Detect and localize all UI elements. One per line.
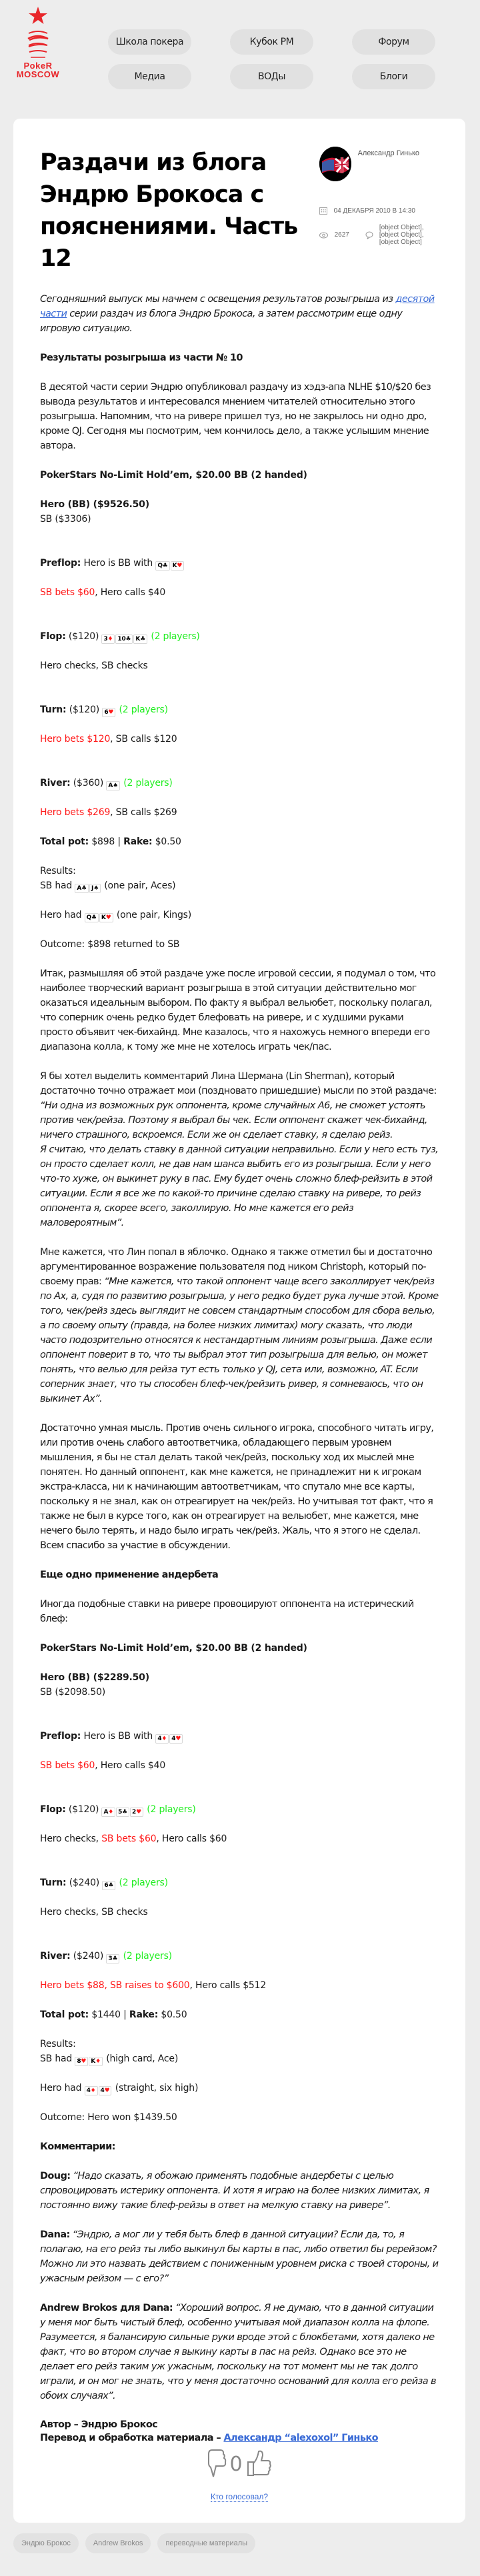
nav-vods[interactable]: ВОДы [230,64,313,89]
card-suit-icon: ♣ [140,636,146,643]
players-count: (2 players) [121,778,173,788]
nav-poker-school[interactable]: Школа покера [108,29,191,55]
total-pot-value: $1440 | [89,2009,129,2020]
card-rank: 8 [77,2058,81,2065]
aggressive-action: SB bets $60 [40,1760,95,1771]
credits [40,2418,439,2445]
hand1-flop-action: Hero checks, SB checks [40,660,148,671]
playing-card [155,561,169,571]
result-hand: (high card, Ace) [103,2053,179,2064]
section-heading-results: Результаты розыгрыша из части № 10 [40,353,243,363]
hand1-total [40,834,439,849]
playing-card [130,1808,143,1817]
street-label: Turn: [40,1878,67,1888]
publish-date: 04 ДЕКАБРЯ 2010 В 14:30 [333,207,415,215]
playing-card [75,884,89,893]
intro-text-2: серии раздач из блога Эндрю Брокоса, а затем рассмотрим еще одну игровую ситуацию. [40,309,403,334]
hand1-outcome: Outcome: $898 returned to SB [40,939,180,950]
site-logo[interactable] [15,5,61,80]
hand1-results-label: Results: [40,866,76,876]
pot-size: ($360) [70,778,107,788]
hand2-game: PokerStars No-Limit Hold’em, $20.00 BB (2 handed) [40,1643,307,1654]
playing-card [101,1808,115,1817]
hand1-turn [40,702,439,717]
paragraph-reflection: Итак, размышляя об этой раздаче уже после игровой сессии, я подумал о том, что наиболее творческий вариант розыгрыша в этой ситуации действительно мог оказаться идеальным выбором. По факту я выбрал вельюбет, поскольку полагал, что соперник очень редко будет блефовать на ривере, и с худшими руками просто объявит чек-бихайнд. Мне казалось, что я нахожусь немного впереди его диапазона колла, к тому же мне не хотелось играть чек/пас. [40,968,436,1052]
street-label: Preflop: [40,1731,81,1742]
playing-card [89,2057,103,2066]
tag-list [13,2533,255,2553]
street-label: Flop: [40,1804,66,1815]
hand2-flop [40,1802,439,1817]
intro-text-1: Сегодняшний выпуск мы начнем с освещения результатов розыгрыша из [40,294,396,305]
result-text: SB had [40,880,75,891]
hand1-hero-result [40,908,439,922]
article-meta [319,147,439,275]
publish-date-row [319,207,439,215]
hand2-river [40,1949,439,1963]
card-rank: 4 [86,2087,91,2094]
part-ten-link[interactable]: десятой части [40,294,435,319]
article-title: Раздачи из блога Эндрю Брокоса с пояснениями. Часть 12 [40,149,298,272]
board-cards [101,1804,144,1815]
result-hand: (one pair, Kings) [113,910,191,920]
playing-card [89,884,101,893]
nav-blogs[interactable]: Блоги [352,64,435,89]
quote-text: Я считаю, что делать ставку в данной ситуации неправильно. Если у него есть туз, он просто сделает колл, не дав нам шанса выбить его из розыгрыша. Если у него что-то хуже, он выкинет руку в пас. Ему будет очень сложно блеф-рейзить в этой ситуации. Если я все же по какой-то причине сделаю ставку на ривере, то рейз оппонента я, скорее всего, заколлирую. Но мне кажется его рейз маловероятным”. [40,1144,439,1228]
card-rank: K [172,563,177,569]
players-count: (2 players) [148,631,200,642]
card-suit-icon: ♥ [175,1736,181,1742]
total-pot-label: Total pot: [40,836,89,847]
playing-card [155,1734,169,1744]
card-suit-icon: ♥ [105,914,111,921]
playing-card [106,1954,119,1963]
pot-size: ($120) [65,1804,102,1815]
result-hand: (straight, six high) [112,2083,199,2093]
author-avatar[interactable] [319,147,351,181]
hand1-turn-action [40,732,439,746]
shown-cards [85,910,114,920]
who-voted-link[interactable]: Кто голосовал? [210,2492,269,2501]
comment-text: “Хороший вопрос. Я не думаю, что в данной ситуации у меня мог быть чистый блеф, особенно учитывая мой диапазон колла на флопе. Разумеется, я балансирую сильные руки вроде этой с блокбетами, хотя далеко не факт, что во втором случае я выкину карты в пас на рейз. Однако все это не делает его рейз таким уж ужасным, поскольку на тот момент мы не так долго играли, и он мог не знать, что у меня достаточно оснований для колла его рейза в обоих случаях”. [40,2303,436,2401]
playing-card [169,1734,183,1744]
card-suit-icon: ♦ [161,1736,167,1742]
passive-action: , SB calls $120 [110,734,177,744]
players-count: (2 players) [143,1804,196,1815]
credit-translation-label: Перевод и обработка материала – [40,2433,224,2443]
board-cards [106,778,121,788]
stats-row [319,224,439,246]
shown-cards [75,2053,103,2064]
passive-action: , Hero calls $60 [156,1834,227,1844]
quote-text: “Мне кажется, что такой оппонент чаще всего заколлирует чек/рейз по Ax, а, судя по развитию розыгрыша, у него редко будет рука лучше этой. Кроме того, чек/рейз здесь выглядит не совсем стандартным способом для сбора велью, а по своему опыту (правда, на более низких лимитах) могу сказать, что люди часто подозрительно относятся к нестандартным линиям розыгрыша. Даже если оппонент поверит в то, что ты выбрал этот тип розыгрыша для велью, он может понять, что велью для рейза тут есть только у QJ, сета или, возможно, AT. Если соперник знает, что ты способен блеф-чек/рейзить ривер, я сомневаюсь, что он выкинет Ax”. [40,1276,439,1404]
pot-size: ($120) [65,631,102,642]
hand1-preflop [40,556,439,571]
commenter-name: Andrew Brokos для Dana: [40,2303,173,2313]
hand2-turn [40,1876,439,1890]
who-voted [40,2491,439,2503]
hand2-preflop-action [40,1758,439,1773]
hand1-sb-result [40,878,439,893]
playing-card [102,1881,115,1890]
playing-card [99,2086,112,2095]
nav-media[interactable]: Медиа [108,64,191,89]
aggressive-action: Hero bets $88, SB raises to $600 [40,1980,190,1991]
card-rank: 6 [104,1882,109,1889]
quote-text: “Ни одна из возможных рук оппонента, кроме случайных A6, не сможет устоять против чек/рейза. Поэтому я выбрал бы чек. Если оппонент скажет чек-бихайнд, ничего страшного, вскроемся. Если же он сделает ставку, я сделаю рейз. [40,1100,427,1140]
playing-card [106,781,120,790]
card-rank: 4 [171,1736,176,1742]
hand2-turn-action: Hero checks, SB checks [40,1907,148,1918]
rating-value: 0 [229,2453,243,2476]
paragraph-christoph [40,1245,439,1406]
views-count: 2627 [334,231,349,239]
card-rank: 4 [100,2087,105,2094]
card-rank: A [77,885,82,892]
total-pot-value: $898 | [89,836,124,847]
card-suit-icon: ♣ [108,1882,114,1889]
hand2-river-action [40,1978,439,1993]
playing-card [99,913,113,922]
playing-card [115,635,133,644]
hand2-preflop [40,1729,439,1744]
card-rank: Q [157,563,163,569]
paragraph-lin-sherman [40,1069,439,1230]
comment-doug [40,2169,439,2213]
card-rank: Q [86,914,92,921]
card-suit-icon: ♥ [177,563,183,569]
hand1-hero-stack: Hero (BB) ($9526.50) [40,499,149,510]
hand1-game: PokerStars No-Limit Hold’em, $20.00 BB (2 handed) [40,470,307,481]
players-count: (2 players) [116,1878,168,1888]
card-suit-icon: ♣ [112,1955,118,1962]
pot-size: ($240) [70,1951,107,1961]
passive-action: , Hero calls $512 [189,1980,267,1991]
result-text: Hero had [40,2083,85,2093]
hand-history-1 [40,468,439,952]
playing-card [75,2057,88,2066]
logo-text-line2: MOSCOW [16,69,60,79]
nav-pm-cup[interactable]: Кубок PM [230,29,313,55]
article-body [40,292,439,2445]
card-rank: K [101,914,106,921]
hand-history-2 [40,1641,439,2125]
board-cards [106,1951,120,1961]
comment-text: “Эндрю, а мог ли у тебя быть блеф в данной ситуации? Если да, то, я полагаю, на его рейз ты либо выкинул бы карты в пас, либо ответил бы ререйзом? Можно ли это назвать действием с пониженным уровнем риска с твоей стороны, и ужасным рейзом — с его?” [40,2229,439,2284]
tag-andrew-brokos-ru[interactable]: Эндрю Брокос [13,2533,79,2553]
site-header [0,0,480,117]
main-nav [108,29,435,89]
card-suit-icon: ♥ [108,709,114,716]
eye-icon [319,232,328,239]
players-count: (2 players) [120,1951,172,1961]
paragraph-conclusion: Достаточно умная мысль. Против очень сильного игрока, способного читать игру, или против очень слабого автоответчика, обладающего первым уровнем мышления, я бы не стал делать такой чек/рейз, поскольку ход их мыслей мне понятен. Но данный оппонент, как мне кажется, не принадлежит ни к игрокам экстра-класса, ни к начинающим автоответчикам, что спутало мне все карты, поскольку я не знал, как он отреагирует на чек/рейз. Но учитывая тот факт, что я также не был в курсе того, как он отреагирует на вельюбет, мне кажется, мне нечего было терять, и надо было играть чек/рейз. Жаль, что я этого не сделал. Всем спасибо за участие в обсуждении. [40,1423,434,1551]
flag-avatar-icon [319,147,351,181]
rating-widget [40,2447,439,2481]
credit-translation [40,2431,439,2445]
passive-action: , SB calls $269 [110,807,177,818]
paragraph-underbet-intro: Иногда подобные ставки на ривере провоцируют оппонента на истерический блеф: [40,1599,414,1624]
card-rank: 3 [103,636,108,643]
commenter-name: Dana: [40,2229,70,2240]
street-label: River: [40,1951,71,1961]
logo-star-spiral-icon [25,5,51,60]
hand1-preflop-action [40,585,439,600]
section-heading-underbet: Еще одно применение андербета [40,1570,219,1580]
pot-size: ($120) [66,704,103,715]
card-suit-icon: ♦ [95,2058,101,2065]
thumbs-down-icon[interactable] [207,2447,227,2481]
logo-text-line1: PokeR [23,61,53,71]
paragraph-part-ten-summary: В десятой части серии Эндрю опубликовал раздачу из хэдз-апа NLHE $10/$20 без вывода результатов и интересовался мнением читателей относительно этого розыгрыша. Напомним, что на ривере пришел туз, но не закрылось ни одно дро, кроме QJ. Сегодня мы посмотрим, чем кончилось дело, а также услышим мнение автора. [40,382,431,451]
card-rank: J [91,885,94,892]
card-suit-icon: ♣ [81,885,87,892]
street-label: Turn: [40,704,67,715]
card-rank: 2 [132,1809,137,1816]
hand1-river [40,776,439,790]
board-cards [102,704,116,715]
card-suit-icon: ♥ [81,2058,87,2065]
comment-andrew-brokos [40,2301,439,2403]
card-suit-icon: ♠ [113,782,119,789]
tag-andrew-brokos-en[interactable]: Andrew Brokos [85,2533,151,2553]
card-rank: 10 [117,636,126,643]
result-text: Hero had [40,910,85,920]
playing-card [116,1808,129,1817]
commenter-name: Doug: [40,2171,71,2181]
intro-paragraph [40,292,439,336]
hand2-hero-stack: Hero (BB) ($2289.50) [40,1672,149,1683]
paragraph-text: Я бы хотел выделить комментарий Лина Шермана (Lin Sherman), который достаточно точно отражает мои (поздновато пришедшие) мысли по этой раздаче: [40,1071,437,1096]
card-suit-icon: ♣ [125,636,131,643]
street-label: Flop: [40,631,66,642]
hand2-flop-action [40,1832,439,1846]
nav-forum[interactable]: Форум [352,29,435,55]
playing-card [133,635,147,644]
author-name[interactable]: Александр Гинько [357,149,420,157]
hand1-river-action [40,805,439,820]
hand2-hero-result [40,2081,439,2095]
aggressive-action: Hero bets $269 [40,807,111,818]
card-rank: 6 [104,709,109,716]
card-suit-icon: ♦ [107,636,113,643]
card-rank: A [108,782,113,789]
hand2-villain-stack: SB ($2098.50) [40,1687,106,1698]
translator-link[interactable]: Александр “alexoxol” Гинько [223,2433,378,2443]
thumbs-up-icon[interactable] [245,2447,272,2481]
street-text: Hero is BB with [81,1731,156,1742]
card-suit-icon: ♣ [122,1809,128,1816]
hand2-outcome: Outcome: Hero won $1439.50 [40,2112,177,2123]
hand2-sb-result [40,2051,439,2066]
logo-text [15,61,61,79]
playing-card [171,561,185,571]
comments-count[interactable]: [object Object],[object Object],[object Object] [379,224,424,246]
card-rank: 4 [157,1736,162,1742]
paragraph-text: Мне кажется, что Лин попал в яблочко. Однако я также отметил бы и достаточно аргументированное возражение пользователя под ником Christoph, который по-своему прав: [40,1247,433,1287]
aggressive-action: Hero bets $120 [40,734,111,744]
card-rank: 5 [118,1809,123,1816]
playing-card [101,635,115,644]
street-text: Hero is BB with [81,558,156,569]
total-pot-label: Total pot: [40,2009,89,2020]
pot-size: ($240) [66,1878,103,1888]
passive-action: , Hero calls $40 [95,587,166,598]
card-rank: K [91,2058,96,2065]
credit-author: Автор – Эндрю Брокос [40,2419,158,2430]
hand2-total [40,2007,439,2022]
rake-label: Rake: [123,836,153,847]
card-rank: A [103,1809,109,1816]
comments-heading: Комментарии: [40,2141,115,2152]
card-suit-icon: ♦ [90,2087,96,2094]
card-suit-icon: ♥ [104,2087,110,2094]
aggressive-action: SB bets $60 [101,1834,157,1844]
rake-value: $0.50 [152,836,181,847]
shown-cards [85,2083,113,2093]
playing-card [102,708,115,717]
card-suit-icon: ♠ [93,885,99,892]
street-label: Preflop: [40,558,81,569]
hand1-flop [40,629,439,644]
hand1-villain-stack: SB ($3306) [40,514,91,525]
rake-label: Rake: [129,2009,159,2020]
hole-cards [155,1731,183,1742]
playing-card [85,2086,98,2095]
comments-icon[interactable] [365,231,374,239]
result-hand: (one pair, Aces) [101,880,176,891]
card-suit-icon: ♥ [136,1809,141,1816]
passive-action: Hero checks, [40,1834,102,1844]
board-cards [101,631,148,642]
aggressive-action: SB bets $60 [40,587,95,598]
hand2-results-label: Results: [40,2039,76,2049]
comment-dana [40,2227,439,2286]
players-count: (2 players) [116,704,168,715]
street-label: River: [40,778,71,788]
card-suit-icon: ♣ [162,563,168,569]
playing-card [85,913,99,922]
card-rank: 3 [108,1955,113,1962]
article-card [13,119,465,2523]
shown-cards [75,880,101,891]
card-suit-icon: ♣ [91,914,97,921]
comment-text: “Надо сказать, я обожаю применять подобные андербеты с целью спровоцировать истерику оппонента. И хотя я играю на более низких лимитах, я постоянно вижу такие блеф-рейзы в ответ на мелкую ставку на ривере”. [40,2171,429,2211]
rake-value: $0.50 [158,2009,187,2020]
card-suit-icon: ♦ [108,1809,114,1816]
board-cards [102,1878,116,1888]
hole-cards [155,558,185,569]
card-rank: K [135,636,141,643]
result-text: SB had [40,2053,75,2064]
tag-translated[interactable]: переводные материалы [157,2533,255,2553]
passive-action: , Hero calls $40 [95,1760,166,1771]
calendar-icon [319,207,327,215]
